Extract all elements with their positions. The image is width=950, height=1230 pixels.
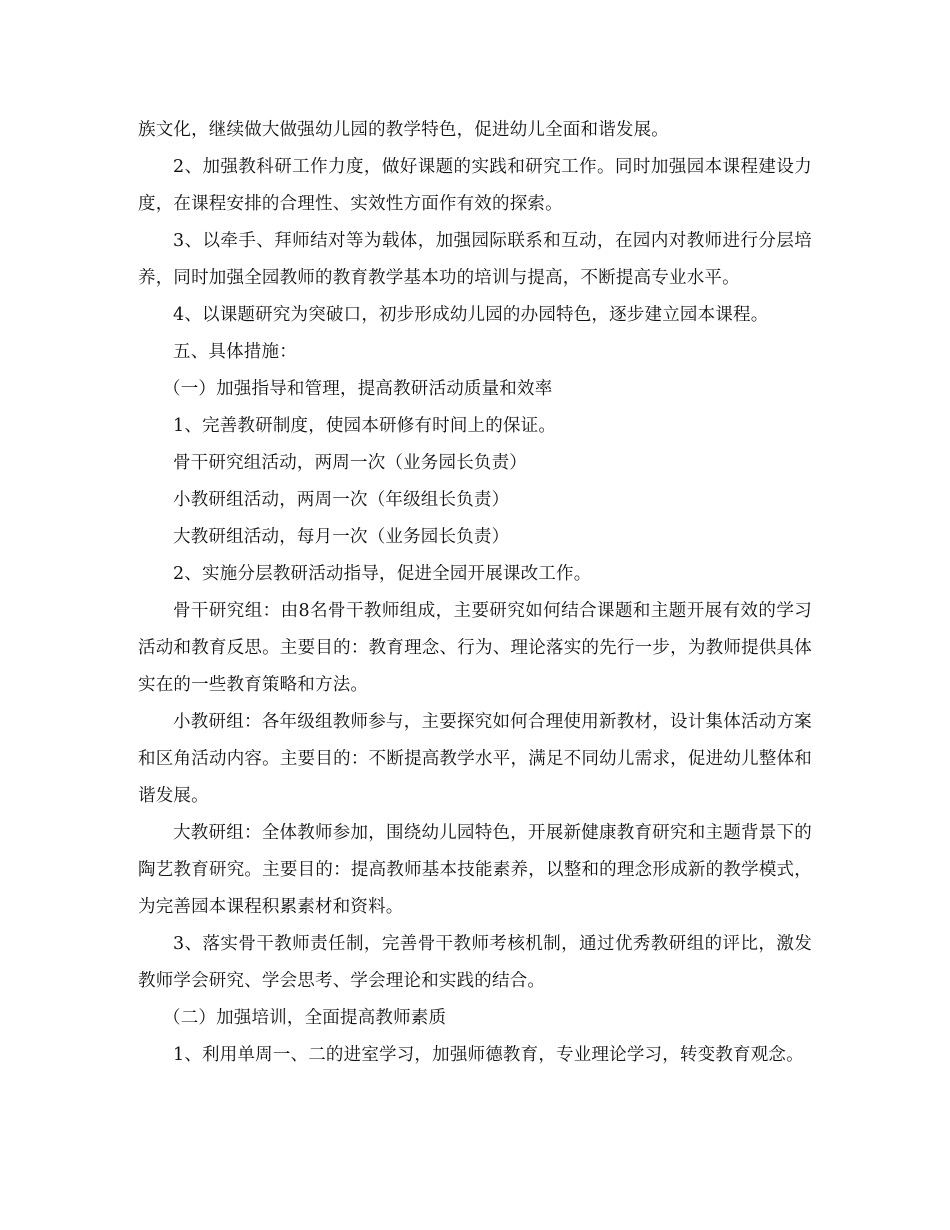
subheading-training: （二）加强培训，全面提高教师素质	[163, 1008, 447, 1028]
section-heading-measures: 五、具体措施：	[173, 342, 297, 362]
paragraph-goal-4: 4、以课题研究为突破口，初步形成幼儿园的办园特色，逐步建立园本课程。	[173, 305, 769, 325]
paragraph-goal-3: 3、以牵手、拜师结对等为载体，加强园际联系和互动，在园内对教师进行分层培养，同时加强全园教师的教育教学基本功的培训与提高，不断提高专业水平。	[138, 231, 812, 288]
paragraph-large-group-activity: 大教研组活动，每月一次（业务园长负责）	[173, 527, 510, 547]
paragraph-measure-3: 3、落实骨干教师责任制，完善骨干教师考核机制，通过优秀教研组的评比，激发教师学会研究、学会思考、学会理论和实践的结合。	[138, 934, 812, 991]
paragraph-goal-2: 2、加强教科研工作力度，做好课题的实践和研究工作。同时加强园本课程建设力度，在课程安排的合理性、实效性方面作有效的探索。	[138, 157, 812, 214]
paragraph-large-group: 大教研组：全体教师参加，围绕幼儿园特色，开展新健康教育研究和主题背景下的陶艺教育研究。主要目的：提高教师基本技能素养，以整和的理念形成新的教学模式，为完善园本课程积累素材和资料。	[138, 823, 812, 917]
paragraph-small-group: 小教研组：各年级组教师参与，主要探究如何合理使用新教材，设计集体活动方案和区角活动内容。主要目的：不断提高教学水平，满足不同幼儿需求，促进幼儿整体和谐发展。	[138, 712, 812, 806]
paragraph-measure-1: 1、完善教研制度，使园本研修有时间上的保证。	[173, 416, 557, 436]
paragraph-small-group-activity: 小教研组活动，两周一次（年级组长负责）	[173, 490, 510, 510]
paragraph-core-group-activity: 骨干研究组活动，两周一次（业务园长负责）	[173, 453, 527, 473]
subheading-guidance: （一）加强指导和管理，提高教研活动质量和效率	[163, 379, 553, 399]
document-body	[138, 112, 812, 1074]
paragraph-measure-2: 2、实施分层教研活动指导，促进全园开展课改工作。	[173, 564, 592, 584]
paragraph-training-1: 1、利用单周一、二的进室学习，加强师德教育，专业理论学习，转变教育观念。	[173, 1045, 804, 1065]
paragraph-core-group: 骨干研究组：由8名骨干教师组成，主要研究如何结合课题和主题开展有效的学习活动和教育反思。主要目的：教育理念、行为、理论落实的先行一步，为教师提供具体实在的一些教育策略和方法。	[138, 601, 812, 695]
paragraph-continuation: 族文化，继续做大做强幼儿园的教学特色，促进幼儿全面和谐发展。	[138, 120, 669, 140]
